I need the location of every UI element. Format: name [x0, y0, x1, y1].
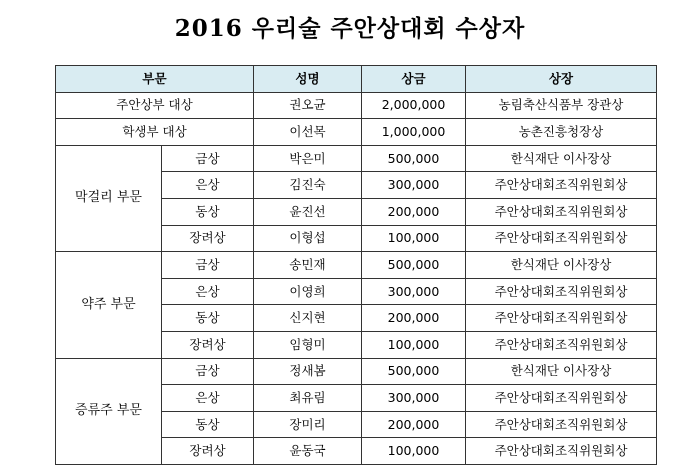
rank-cell: 은상	[162, 385, 254, 412]
prize-cell: 500,000	[362, 252, 466, 279]
prize-cell: 2,000,000	[362, 92, 466, 119]
name-cell: 권오균	[254, 92, 362, 119]
header-division: 부문	[56, 66, 254, 93]
name-cell: 박은미	[254, 145, 362, 172]
award-cell: 한식재단 이사장상	[466, 358, 657, 385]
prize-cell: 500,000	[362, 145, 466, 172]
name-cell: 임형미	[254, 331, 362, 358]
rank-cell: 금상	[162, 252, 254, 279]
prize-cell: 100,000	[362, 225, 466, 252]
name-cell: 윤동국	[254, 438, 362, 465]
name-cell: 장미리	[254, 411, 362, 438]
prize-cell: 300,000	[362, 385, 466, 412]
rank-cell: 금상	[162, 145, 254, 172]
name-cell: 윤진선	[254, 198, 362, 225]
awards-table	[55, 65, 657, 465]
prize-cell: 300,000	[362, 172, 466, 199]
division-cell: 막걸리 부문	[56, 145, 162, 251]
award-cell: 주안상대회조직위원회상	[466, 385, 657, 412]
rank-cell: 동상	[162, 305, 254, 332]
prize-cell: 200,000	[362, 411, 466, 438]
name-cell: 김진숙	[254, 172, 362, 199]
name-cell: 이선목	[254, 119, 362, 146]
table-row	[56, 358, 657, 385]
award-cell: 농림축산식품부 장관상	[466, 92, 657, 119]
award-cell: 주안상대회조직위원회상	[466, 438, 657, 465]
rank-cell: 장려상	[162, 225, 254, 252]
rank-cell: 동상	[162, 198, 254, 225]
name-cell: 송민재	[254, 252, 362, 279]
name-cell: 정새봄	[254, 358, 362, 385]
header-award: 상장	[466, 66, 657, 93]
award-cell: 주안상대회조직위원회상	[466, 198, 657, 225]
table-header-row	[56, 66, 657, 93]
prize-cell: 200,000	[362, 198, 466, 225]
award-cell: 주안상대회조직위원회상	[466, 225, 657, 252]
award-cell: 한식재단 이사장상	[466, 145, 657, 172]
page-title: 2016 우리술 주안상대회 수상자	[174, 15, 526, 42]
prize-cell: 500,000	[362, 358, 466, 385]
rank-cell: 금상	[162, 358, 254, 385]
award-cell: 주안상대회조직위원회상	[466, 172, 657, 199]
award-cell: 주안상대회조직위원회상	[466, 331, 657, 358]
table-row	[56, 119, 657, 146]
rank-cell: 동상	[162, 411, 254, 438]
name-cell: 최유림	[254, 385, 362, 412]
division-cell: 약주 부문	[56, 252, 162, 358]
category-cell: 주안상부 대상	[56, 92, 254, 119]
name-cell: 신지현	[254, 305, 362, 332]
prize-cell: 300,000	[362, 278, 466, 305]
name-cell: 이형섭	[254, 225, 362, 252]
prize-cell: 1,000,000	[362, 119, 466, 146]
division-cell: 증류주 부문	[56, 358, 162, 464]
header-name: 성명	[254, 66, 362, 93]
award-cell: 주안상대회조직위원회상	[466, 305, 657, 332]
category-cell: 학생부 대상	[56, 119, 254, 146]
table-row	[56, 92, 657, 119]
header-prize: 상금	[362, 66, 466, 93]
prize-cell: 200,000	[362, 305, 466, 332]
award-cell: 주안상대회조직위원회상	[466, 278, 657, 305]
name-cell: 이영희	[254, 278, 362, 305]
rank-cell: 은상	[162, 172, 254, 199]
prize-cell: 100,000	[362, 331, 466, 358]
award-cell: 한식재단 이사장상	[466, 252, 657, 279]
rank-cell: 장려상	[162, 331, 254, 358]
prize-cell: 100,000	[362, 438, 466, 465]
table-row	[56, 145, 657, 172]
rank-cell: 장려상	[162, 438, 254, 465]
rank-cell: 은상	[162, 278, 254, 305]
award-cell: 농촌진흥청장상	[466, 119, 657, 146]
table-row	[56, 252, 657, 279]
award-cell: 주안상대회조직위원회상	[466, 411, 657, 438]
